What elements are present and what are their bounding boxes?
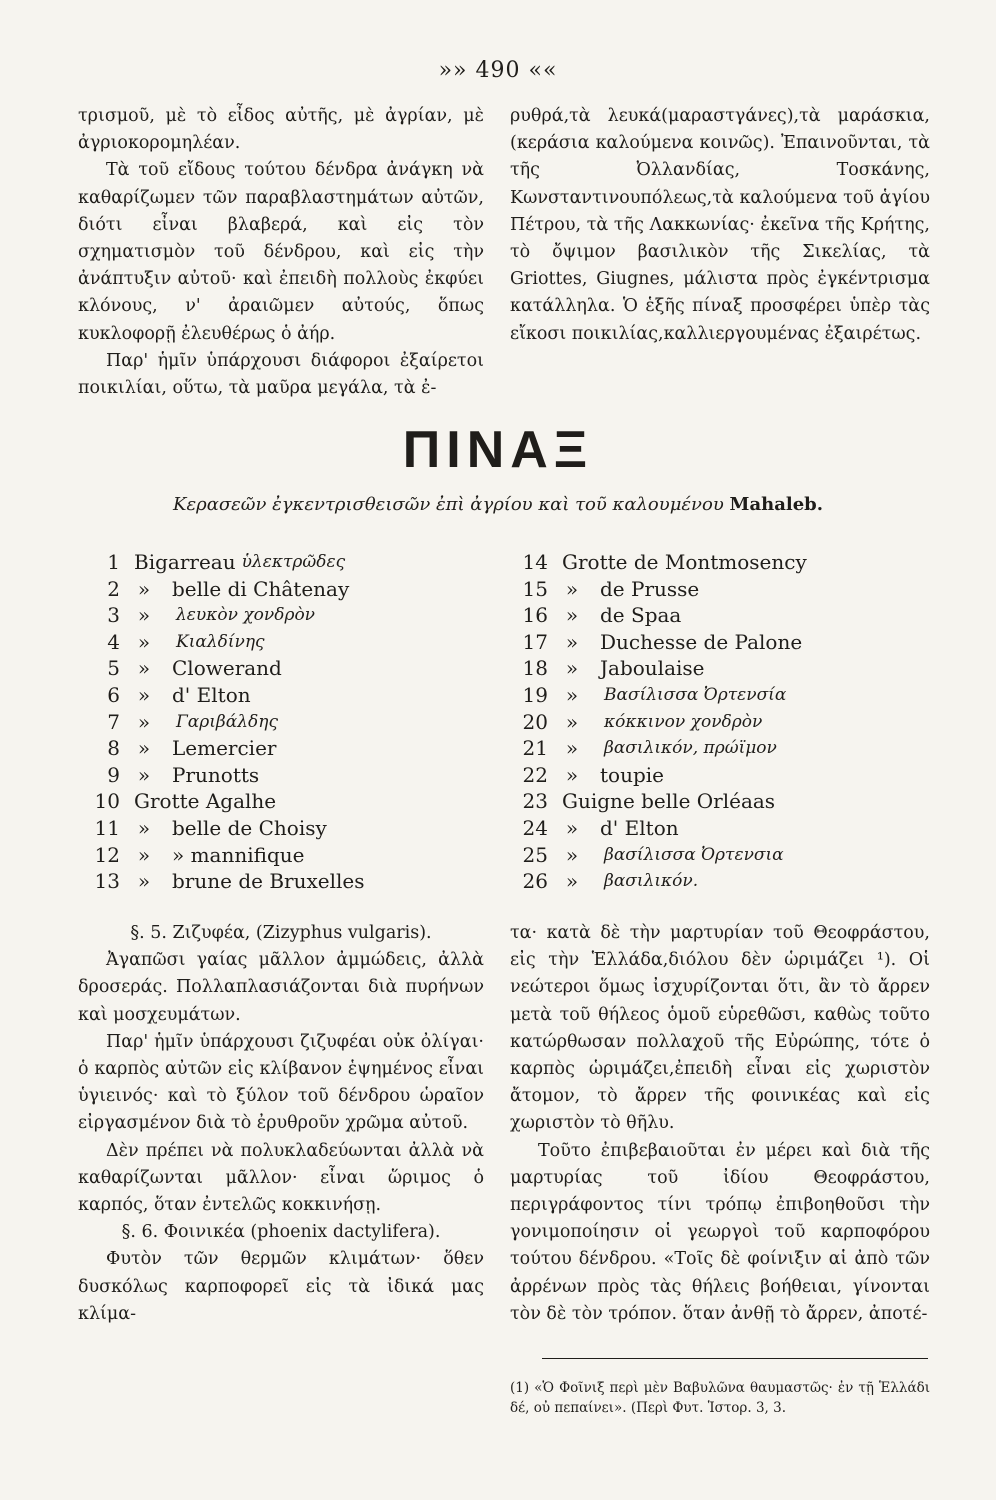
variety-name: de Spaa [600,603,682,628]
variety-greek-name [259,762,263,789]
variety-name: Clowerand [172,656,282,681]
variety-greek-name [802,629,806,656]
item-number: 22 [522,762,548,787]
table-subtitle [0,494,996,515]
variety-name: belle de Choisy [172,815,327,840]
cherry-variety-item [92,868,368,895]
ditto-mark: » [565,842,579,867]
paragraph: Δὲν πρέπει νὰ πολυκλαδεύωνται ἀλλὰ νὰ καθαρίζωνται μᾶλλον· εἶναι ὥριμος ὁ καρπός, ὅταν ἐντελῶς κοκκινήσῃ. [78,1140,484,1216]
paragraph: Φυτὸν τῶν θερμῶν κλιμάτων· ὅθεν δυσκόλως καρποφορεῖ εἰς τὰ ἰδικά μας κλίμα- [78,1249,484,1324]
variety-greek-name: βασιλικόν, πρώϊμον [604,738,777,759]
item-number: 23 [522,789,548,814]
paragraph: Ἀγαπῶσι γαίας μᾶλλον ἀμμώδεις, ἀλλὰ δροσεράς. Πολλαπλασιάζονται διὰ πυρήνων καὶ μοσχευμάτων. [78,950,484,1025]
item-number: 12 [94,842,120,867]
item-number: 5 [107,656,120,681]
variety-greek-name: βασίλισσα Ὀρτενσια [604,844,784,865]
ditto-mark [120,549,128,576]
item-number: 1 [107,550,120,574]
ditto-mark: » [565,762,579,787]
ditto-mark: » [565,815,579,840]
item-number: 26 [522,869,548,894]
cherry-variety-item [520,709,813,736]
cherry-variety-item [520,655,813,682]
item-number: 21 [522,736,548,761]
footnote: (1) «Ὁ Φοῖνιξ περὶ μὲν Βαβυλῶνα θαυμαστῶς· ἐν τῇ Ἑλλάδι δέ, οὐ πεπαίνει». (Περὶ Φυτ. Ἱστορ. 3, 3. [510,1380,930,1416]
cherry-variety-item [520,682,813,709]
variety-greek-name [699,576,703,603]
ditto-mark: » [137,709,151,734]
ditto-mark: » [565,682,579,707]
top-left-column [78,103,484,402]
ditto-mark: » [565,603,579,628]
variety-greek-name [282,655,286,682]
variety-greek-name [681,602,685,629]
variety-greek-name [276,788,282,815]
variety-greek-name: ὑλεκτρῶδες [241,552,346,572]
variety-name: » mannifique [172,842,305,867]
cherry-variety-item [92,762,368,789]
cherry-variety-item [520,576,813,603]
item-number: 11 [94,815,120,840]
cherry-variety-item [520,549,813,576]
variety-name: Lemercier [172,736,277,761]
cherry-variety-item [520,842,813,869]
section-5-heading: §. 5. Ζιζυφέα, (Zizyphus vulgaris). [130,923,432,943]
variety-greek-name [364,868,368,895]
item-number: 15 [522,576,548,601]
item-number: 3 [107,603,120,628]
cherry-variety-item [92,788,368,815]
paragraph: τρισμοῦ, μὲ τὸ εἶδος αὐτῆς, μὲ ἀγρίαν, μὲ ἀγριοκορομηλέαν. [78,106,484,154]
item-number: 24 [522,815,548,840]
cherry-variety-item [520,868,813,895]
ditto-mark: » [565,869,579,894]
subtitle-greek: Κερασεῶν ἐγκεντρισθεισῶν ἐπὶ ἀγρίου καὶ τοῦ καλουμένου [173,494,724,515]
variety-greek-name: Κιαλδίνης [176,631,265,652]
cherry-variety-item [92,842,368,869]
variety-greek-name [251,682,255,709]
item-number: 19 [522,682,548,707]
ditto-mark: » [137,603,151,628]
ditto-mark: » [565,736,579,761]
variety-name: Grotte de Montmosency [562,550,807,574]
variety-name: Prunotts [172,762,260,787]
cherry-variety-item [520,602,813,629]
variety-name: Jaboulaise [600,656,705,681]
cherry-variety-item [520,735,813,762]
variety-name: belle di Châtenay [172,576,350,601]
cherry-variety-item [520,815,813,842]
paragraph: ρυθρά,τὰ λευκά(μαραστγάνες),τὰ μαράσκια, (κεράσια καλούμενα κοινῶς). Ἐπαινοῦνται, τὰ τῆς Ὀλλανδίας, Τοσκάνης, Κωνσταντινουπόλεως,τὰ καλούμενα τοῦ ἁγίου Πέτρου, τὰ τῆς Λακκωνίας· ἐκεῖνα τῆς Κρήτης, τὸ ὄψιμον βασιλικὸν τῆς Σικελίας, τὰ Griottes, Giugnes, μάλιστα πρὸς ἐγκέντρισμα κατάλληλα. Ὁ ἑξῆς πίναξ προσφέρει ὑπὲρ τὰς εἴκοσι ποικιλίας,καλλιεργουμένας ἐξαιρέτως. [510,106,930,344]
item-number: 16 [522,603,548,628]
variety-name: de Prusse [600,576,700,601]
ditto-mark: » [137,576,151,601]
item-number: 7 [107,709,120,734]
variety-greek-name: κόκκινον χονδρὸν [604,711,763,732]
item-number: 13 [94,869,120,894]
variety-greek-name [679,815,683,842]
ornament-left: »» [438,58,468,83]
section-6-heading: §. 6. Φοινικέα (phoenix dactylifera). [121,1222,441,1243]
cherry-variety-item [92,549,368,576]
cherry-variety-item [92,815,368,842]
item-number: 4 [107,629,120,654]
item-number: 25 [522,842,548,867]
ditto-mark [548,549,556,576]
item-number: 2 [107,576,120,601]
variety-greek-name: Βασίλισσα Ὀρτενσία [604,684,787,705]
paragraph: Παρ' ἡμῖν ὑπάρχουσι ζιζυφέαι οὐκ ὀλίγαι· ὁ καρπὸς αὐτῶν εἰς κλίβανον ἑψημένος εἶναι ὑγιεινός· καὶ τὸ ξύλον τοῦ δένδρου ὡραῖον εἰργασμένον διὰ τὸ ἐρυθροῦν χρῶμα αὐτοῦ. [78,1031,484,1134]
variety-name: brune de Bruxelles [172,869,365,894]
ditto-mark: » [137,682,151,707]
ditto-mark: » [565,656,579,681]
ditto-mark: » [565,576,579,601]
cherry-list-left [92,549,368,895]
cherry-variety-item [520,788,813,815]
variety-greek-name [349,576,353,603]
item-number: 6 [107,682,120,707]
cherry-variety-item [92,576,368,603]
bottom-left-column [78,920,484,1328]
ditto-mark: » [137,842,151,867]
variety-greek-name [775,788,781,815]
bottom-right-column [510,920,930,1328]
variety-greek-name [327,815,331,842]
ditto-mark: » [137,869,151,894]
paragraph: Τοῦτο ἐπιβεβαιοῦται ἐν μέρει καὶ διὰ τῆς μαρτυρίας τοῦ ἰδίου Θεοφράστου, περιγράφοντος τίνι τρόπῳ ἐπιβοηθοῦσι τὴν γονιμοποίησιν οἱ γεωργοὶ τοῦ καρποφόρου τούτου δένδρου. «Τοῖς δὲ φοίνιξιν αἱ ἀπὸ τῶν ἀρρένων πρὸς τὰς θήλεις βοήθειαι, γίνονται τὸν δὲ τὸν τρόπον. ὅταν ἀνθῇ τὸ ἄρρεν, ἀποτέ- [510,1140,930,1324]
variety-greek-name [807,549,813,576]
page-number-text: 490 [475,58,521,83]
item-number: 14 [522,550,548,574]
ditto-mark: » [137,656,151,681]
cherry-list-right [520,549,813,895]
cherry-variety-item [520,762,813,789]
item-number: 10 [94,789,120,814]
ditto-mark [120,788,128,815]
variety-greek-name: βασιλικόν. [604,871,699,892]
variety-name: toupie [600,762,664,787]
ditto-mark: » [137,629,151,654]
table-title: ΠΙΝΑΞ [402,421,594,479]
item-number: 20 [522,709,548,734]
variety-name: Bigarreau [134,550,236,574]
ditto-mark [548,788,556,815]
ditto-mark: » [565,709,579,734]
variety-name: Grotte Agalhe [134,789,277,814]
variety-name: d' Elton [600,815,679,840]
item-number: 17 [522,629,548,654]
variety-name: Guigne belle Orléaas [562,789,776,814]
cherry-variety-item [92,682,368,709]
item-number: 8 [107,736,120,761]
cherry-variety-item [92,602,368,629]
variety-greek-name: Γαριβάλδης [176,711,278,732]
variety-greek-name [664,762,668,789]
cherry-variety-item [92,629,368,656]
variety-name: d' Elton [172,682,251,707]
variety-greek-name: λευκὸν χονδρὸν [176,605,316,626]
variety-greek-name [305,842,309,869]
ditto-mark: » [137,815,151,840]
cherry-variety-item [92,709,368,736]
paragraph: Παρ' ἡμῖν ὑπάρχουσι διάφοροι ἐξαίρετοι ποικιλίαι, οὕτω, τὰ μαῦρα μεγάλα, τὰ ἐ- [78,350,484,399]
page-number [0,58,996,83]
ditto-mark: » [137,762,151,787]
footnote-divider [542,1358,928,1359]
paragraph: τα· κατὰ δὲ τὴν μαρτυρίαν τοῦ Θεοφράστου, εἰς τὴν Ἑλλάδα,διόλου δὲν ὡριμάζει ¹). Οἱ νεώτεροι ὅμως ἰσχυρίζονται ὅτι, ἂν τὸ ἄρρεν μετὰ τοῦ θήλεος ὁμοῦ εὑρεθῶσι, καθὼς τοῦτο κατώρθωσαν πολλαχοῦ τῆς Εὐρώπης, τότε ὁ καρπὸς ὡριμάζει,ἐπειδὴ εἶναι εἰς χωριστὸν ἄτομον, τὸ ἄρρεν τῆς φοινικέας καὶ εἰς χωριστὸν τὸ θῆλυ. [510,923,930,1134]
ditto-mark: » [565,629,579,654]
ornament-right: «« [528,58,558,83]
subtitle-latin: Mahaleb. [729,494,823,515]
cherry-variety-item [92,655,368,682]
variety-name: Duchesse de Palone [600,629,803,654]
top-right-column [510,103,930,348]
item-number: 18 [522,656,548,681]
paragraph: Τὰ τοῦ εἴδους τούτου δένδρα ἀνάγκη νὰ καθαρίζωμεν τῶν παραβλαστημάτων αὐτῶν, διότι εἶναι βλαβερά, καὶ εἰς τὸν σχηματισμὸν τοῦ δένδρου, καὶ εἰς τὴν ἀνάπτυξιν αὐτοῦ· καὶ ἐπειδὴ πολλοὺς ἐκφύει κλόνους, ν' ἀραιῶμεν αὐτούς, ὅπως κυκλοφορῇ ἐλευθέρως ὁ ἀήρ. [78,160,484,344]
variety-greek-name [704,655,708,682]
cherry-variety-item [520,629,813,656]
variety-greek-name [276,735,280,762]
item-number: 9 [107,762,120,787]
cherry-variety-item [92,735,368,762]
ditto-mark: » [137,736,151,761]
